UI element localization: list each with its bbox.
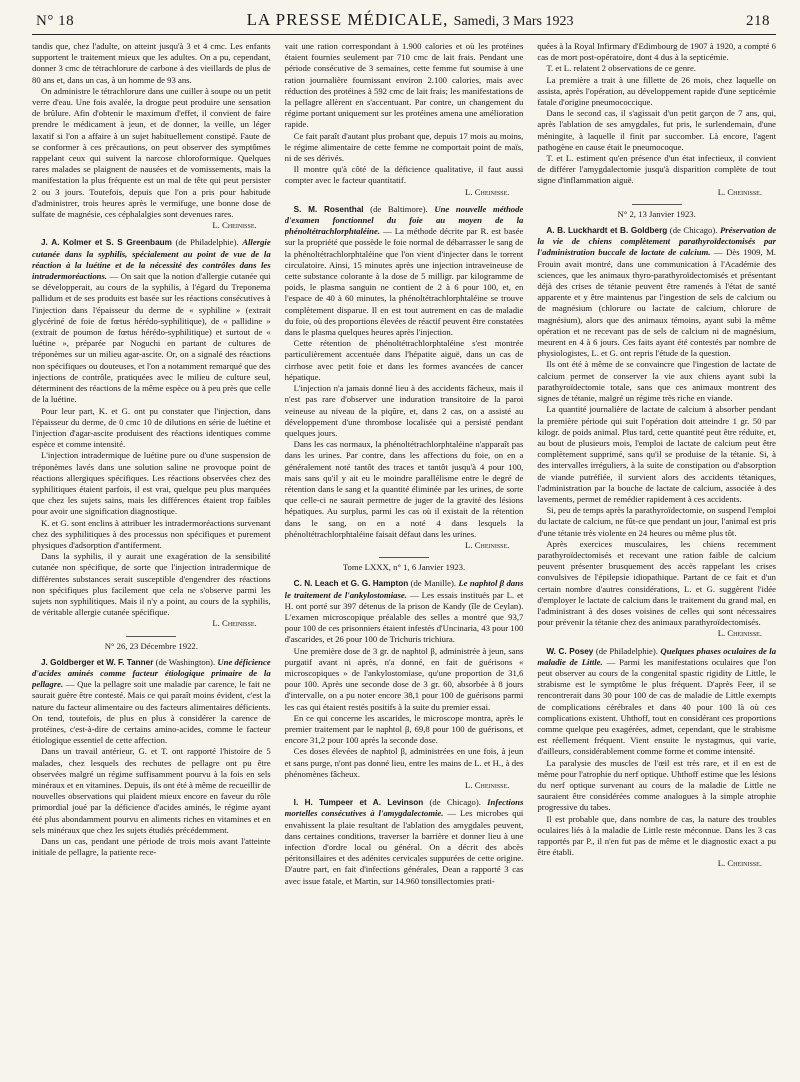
review-posey	[537, 646, 776, 758]
paragraph: La paralysie des muscles de l'œil est très rare, et il en est de même pour l'atrophie du nerf optique. Uhthoff estime que les lésions du nerf optique survenant au cours de la maladie de Little ne sauraient être considérées comme analogues à la simple atrophie progressive du tabes.	[537, 757, 776, 813]
review-authors: J. Goldberger et W. F. Tanner	[41, 657, 154, 667]
paragraph: L'injection intradermique de luétine pure ou d'une suspension de tréponèmes lavés dans une solution saline ne provoque point de réactions allergiques spécifiques. Les réactions observées chez des syphilitiques étaient parfois, il est vrai, quelque peu plus marquées que chez les sujets sains, mais les différences étaient trop faibles pour avoir une signification diagnostique.	[32, 450, 271, 517]
review-place: (de Philadelphie).	[595, 645, 658, 656]
review-place: (de Manille).	[410, 578, 457, 589]
issue-number: N° 18	[36, 13, 75, 29]
paragraph: Ce fait paraît d'autant plus probant que, depuis 17 mois au moins, le régime alimentaire de cette femme ne comportait point de maïs, ni de ses dérivés.	[284, 130, 524, 164]
paragraph: Ils ont été à même de se convaincre que l'ingestion de lactate de calcium permet de conserver la vie aux chiens ayant subi la parathyroïdectomie totale, sans que ces animaux montrent des signes de tétanie, malgré un régime très riche en viande.	[537, 359, 776, 404]
signature: L. Cheinisse.	[465, 539, 510, 550]
page-header	[32, 10, 776, 30]
review-place: (de Washington).	[155, 656, 216, 667]
paragraph: Il est probable que, dans nombre de cas, la nature des troubles oculaires liés à la maladie de Little reste méconnue. Dans les 3 cas rapportés par P., il n'en fut pas de même et le diagnostic exact a pu être établi.	[537, 813, 776, 858]
review-text: — Parmi les manifestations oculaires que l'on peut observer au cours de la congenital spastic rigidity de Little, le strabisme est le symptôme le plus fréquent. D'après Feer, il se rencontrerait dans 30 pour 100 de cas de maladie de Little exempts de complications cérébrales et dans 40 pour 100 là où ces complications existent. Uhthoff, tout en considérant ces proportions comme quelque peu exagérées, admet, cependant, que le strabisme est réellement fréquent. Vient ensuite le nystagmus, qui varie, d'ailleurs, considérablement comme forme et comme intensité.	[537, 656, 776, 757]
paragraph: En ce qui concerne les ascarides, le microscope montra, après le premier traitement par le naphtol β, 69,8 pour 100 de guérisons, et encore 31,2 pour 100 après la seconde dose.	[284, 712, 524, 746]
review-authors: J. A. Kolmer et S. S Greenbaum	[41, 238, 172, 248]
paragraph: Dans la syphilis, il y aurait une exagération de la sensibilité cutanée non spécifique, de sorte que l'injection intradermique de différentes substances serait susceptible d'engendrer des réactions non spécifiques plus facilement que cela ne s'observe parmi les sujets non syphilitiques. Mais il n'y a point, au cours de la syphilis, de véritable allergie cutanée spécifique.	[32, 551, 271, 618]
issue-date: Samedi, 3 Mars 1923	[453, 14, 574, 29]
review-text: — Les essais institués par L. et H. ont porté sur 397 détenus de la prison de Kandy (île de Ceylan). L'examen microscopique préalable des selles a montré que 93,7 pour 100 de ces prisonniers étaient infestés d'Uncinaria, 43 pour 100 d'ascarides, et 26 pour 100 de Trichuris trichiura.	[284, 589, 524, 645]
paragraph: Cette rétention de phénoltétrachlorphtaléine s'est montrée particulièrement accentuée dans l'hépatite aiguë, dans un cas de cirrhose avec petit foie et dans les formes avancées de cancer hépatique.	[284, 338, 524, 382]
review-text: — La méthode décrite par R. est basée sur la propriété que possède le foie normal de débarrasser le sang de la phénoltétrachlorphtaléine que l'on vient d'injecter dans le torrent circulatoire. Ainsi, 15 minutes après une injection intraveineuse de cette substance colorante à la dose de 5 milligr. par kilogramme de poids, le plasma sanguin ne contient de 2 à 6 pour 100, et, en l'espace de 40 à 60 minutes, la phénoltétrachlorphtaléine se trouve complètement disparue. Il en est tout autrement en cas de maladie du foie, où des proportions élevées de réactif peuvent être constatées dans le plasma quelques heures après l'injection.	[284, 226, 524, 338]
journal-title-line	[247, 10, 574, 30]
paragraph: On administre le tétrachlorure dans une cuiller à soupe ou un petit verre d'eau. Une fois avalée, la drogue peut produire une sensation de brûlure. Afin d'obtenir le maximum d'effet, il convient de faire prendre le médicament à jeun, et de donner, la veille, un léger laxatif si l'on a affaire à un sujet habituellement constipé. Faute de se conformer à ces précautions, on peut observer des symptômes rappelant ceux qui suivent la narcose chloroformique. Quelques rares malades se plaignent de nausées et de vomissements, mais la manifestation la plus fréquente est un mal de tête qui peut persister 2 ou 3 jours. Toutefois, depuis que l'on a pris pour habitude d'administrer, trois heures après le vermifuge, une bonne dose de sulfate de magnésie, ces céphalalgies sont devenues rares.	[32, 85, 271, 220]
paragraph: Dans un cas, pendant une période de trois mois avant l'atteinte initiale de pellagre, la patiente rece-	[32, 836, 271, 858]
section-heading: N° 26, 23 Décembre 1922.	[32, 636, 271, 652]
paragraph: Dans le second cas, il s'agissait d'un petit garçon de 7 ans, qui, après l'ablation de ses amygdales, fut pris, le surlendemain, d'une méningite, à laquelle il finit par succomber. Là encore, l'agent pathogène en cause était le pneumocoque.	[537, 108, 776, 152]
column-1	[32, 41, 271, 1071]
review-goldberger	[32, 657, 271, 747]
review-authors: A. B. Luckhardt et B. Goldberg	[546, 226, 668, 236]
review-tumpeer	[285, 797, 524, 887]
paragraph: K. et G. sont enclins à attribuer les intradermoréactions survenant chez des syphilitiques à des processus non spécifiques et purement physiques d'adsorption d'antiferment.	[32, 517, 271, 550]
paragraph: T. et L. relatent 2 observations de ce genre.	[546, 63, 696, 74]
review-title: Infections mortelles consécutives à l'amygdalectomie.	[284, 797, 524, 819]
paragraph: T. et L. estiment qu'en présence d'un état infectieux, il convient de différer l'amygdalectomie jusqu'à disparition complète de tout signe d'inflammation aiguë.	[537, 153, 776, 186]
review-authors: C. N. Leach et G. G. Hampton	[293, 579, 409, 589]
paragraph: Une première dose de 3 gr. de naphtol β, administrée à jeun, sans purgatif avant ni après, n'a donné, en fait de guérisons « microscopiques » de l'ankylostomiase, qu'une proportion de 31,6 pour 100. Après une seconde dose de 3 gr. 60, absorbée à 8 jours d'intervalle, on a pu noter encore 38,1 pour 100 de guérisons parmi les cas qui étaient restés positifs à la suite du premier essai.	[284, 645, 524, 712]
review-title: Préservation de la vie de chiens complètement parathyroïdectomisés par l'administration buccale de lactate de calcium.	[537, 225, 776, 258]
paragraph: Si, peu de temps après la parathyroïdectomie, on suspend l'emploi du lactate de calcium, ne fût-ce que pendant un jour, l'animal est pris d'une tétanie très violente en 24 heures ou même plus tôt.	[537, 505, 776, 538]
review-title: Quelques phases oculaires de la maladie de Little.	[537, 645, 776, 667]
signature: L. Cheinisse.	[465, 780, 510, 790]
signature: L. Cheinisse.	[465, 186, 510, 197]
paragraph: tandis que, chez l'adulte, on atteint jusqu'à 3 et 4 cmc. Les enfants supportent le traitement mieux que les adultes. On a pu, cependant, donner 3 cmc de tétrachlorure de carbone à des vieillards de plus de 80 ans et, dans un cas, à un homme de 93 ans.	[32, 41, 271, 85]
review-luckhardt	[537, 225, 776, 359]
page-number: 218	[745, 13, 770, 29]
review-authors: I. H. Tumpeer et A. Levinson	[293, 798, 424, 808]
review-text: — Que la pellagre soit une maladie par carence, le fait ne saurait guère être contesté. Mais ce qui paraît moins évident, c'est la nature du facteur alimentaire ou des facteurs alimentaires déficients. On tend, toutefois, de plus en plus à considérer la carence de protéines, c'est-à-dire de certains amino-acides, comme le facteur étiologique essentiel de cette affection.	[32, 679, 271, 746]
column-3	[537, 41, 776, 1071]
review-authors: W. C. Posey	[546, 646, 594, 656]
signature: L. Cheinisse.	[212, 618, 257, 629]
header-rule	[32, 34, 776, 35]
paragraph: La première a trait à une fillette de 26 mois, chez laquelle on assista, après l'opération, au développement rapide d'une septicémie fatale d'origine pneumococcique.	[537, 74, 776, 108]
paragraph: vait une ration correspondant à 1.900 calories et où les protéines étaient fournies seulement par 710 cmc de lait frais. Pendant une période consécutive de 3 semaines, cette femme fut soumise à une ration journalière fournissant environ 2.100 calories, mais avec réduction des protéines à 592 cmc de lait frais; les manifestations de la pellagre allèrent en s'accentuant. Par contre, un changement du régime portant uniquement sur les protéines amena une amélioration rapide.	[284, 41, 524, 130]
review-place: (de Chicago).	[429, 797, 481, 808]
signature: L. Cheinisse.	[717, 858, 763, 869]
review-text: — Les microbes qui envahissent la plaie resultant de l'ablation des amygdales peuvent, dans certaines conditions, traverser la barrière et donner lieu à une infection d'ordre local ou général. On a décrit des abcès péritonsillaires et des adénites cervicales suppurées de cette origine. D'autre part, en fait d'infections générales, Dean a rapporté 3 cas avec issue fatale, et Martin, sur 14.960 tonsillectomies prati-	[284, 808, 524, 886]
section-heading: Tome LXXX, n° 1, 6 Janvier 1923.	[285, 557, 524, 573]
paragraph: quées à la Royal Infirmary d'Edimbourg de 1907 à 1920, a compté 6 cas de mort post-opératoire, dont 4 dus à la septicémie.	[537, 41, 776, 63]
paragraph: Dans un travail antérieur, G. et T. ont rapporté l'histoire de 5 malades, chez lesquels des rechutes de pellagre ont pu être observées malgré un régime suffisamment pourvu à la fois en sels minéraux et en vitamines. Depuis, ils ont été à même de recueillir de nouvelles observations qui plaident mieux encore en faveur du rôle primordial joué par la déficience d'acides aminés, le régime ayant été plus abondamment pourvu en aliments riches en vitamines et en sels minéraux que chez les sujets étudiés précédemment.	[32, 746, 271, 835]
review-title: Une déficience d'acides aminés comme facteur étiologique primaire de la pellagre.	[32, 656, 271, 690]
review-title: Allergie cutanée dans la syphilis, spécialement au point de vue de la réaction à la luétine et de la nécessité des contrôles dans les intradermoréactions.	[32, 237, 271, 282]
review-place: (de Chicago).	[669, 225, 718, 236]
paragraph: Il montre qu'à côté de la déficience qualitative, il faut aussi compter avec le facteur quantitatif.	[284, 164, 524, 186]
review-title: Le naphtol β dans le traitement de l'ankylostomiase.	[284, 578, 524, 600]
paragraph: Pour leur part, K. et G. ont pu constater que l'injection, dans l'épaisseur du derme, de 0 cmc 10 de dilutions en série de luétine et l'injection d'agar-ascite produisent des réactions identiques comme espèce et comme intensité.	[32, 405, 271, 450]
review-title: Une nouvelle méthode d'examen fonctionnel du foie au moyen de la phénoltétrachlorphtaléine.	[284, 203, 524, 237]
review-authors: S. M. Rosenthal	[293, 204, 364, 214]
signature: L. Cheinisse.	[717, 186, 763, 197]
review-rosenthal	[285, 204, 524, 338]
review-text: — Dès 1909, M. Frouin avait montré, dans une communication à l'Académie des sciences, que les animaux thyro-parathyroïdectomisés et présentant déjà des crises de tétanie peuvent être ramenés à l'état de santé apparente et y être maintenus par l'ingestion de sels de calcium ou de magnésium (chlorure ou lactate de calcium, chlorure de magnésium), alors que des animaux témoins, ayant subi la même opération et ne recevant pas de sels de calcium ni de magnésium, meurent en 4 à 6 jours. Ces faits ayant été contestés par nombre de physiologistes, L. et G. ont repris l'étude de la question.	[537, 247, 776, 359]
section-heading: N° 2, 13 Janvier 1923.	[537, 204, 776, 220]
paragraph: L'injection n'a jamais donné lieu à des accidents fâcheux, mais il n'est pas rare d'observer une induration transitoire de la paroi veineuse au niveau de la piqûre, et, dans 2 cas, on a assisté au développement d'une thrombose localisée qui a persisté pendant quelques jours.	[284, 383, 524, 438]
review-leach	[285, 578, 524, 645]
review-kolmer	[32, 237, 271, 405]
paragraph: La quantité journalière de lactate de calcium à absorber pendant la première période qui suit l'opération doit atteindre 1 gr. 50 par kilogr. de poids animal. Plus tard, cette quantité peut être réduite, et, au bout de plusieurs mois, l'emploi de lactate de calcium peut être complètement supprimé, sans qu'il se produise de la tétanie. Si, à des intervalles irréguliers, à la suite de constipation ou d'absorption de viande putréfiée, il survient alors des accidents tétaniques, l'administration par la bouche de lactate de calcium, associée à des lavements, permet de remédier rapidement à ces accidents.	[537, 404, 776, 504]
review-text: — On sait que la notion d'allergie cutanée qui se développerait, au cours de la syphilis, à l'égard du Treponema pallidum et de ses produits est basée sur les réactions consécutives à l'injection dans l'épaisseur du derme de « syphiline » (extrait glycériné de foie de fœtus hérédo-syphilitique), de « pallidine » (extrait de poumon de fœtus hérédo-syphilitique) et surtout de « luétine », préparée par Noguchi en partant de cultures de tréponèmes sur un milieu agar-ascite. Or, on a signalé des réactions non spécifiques ou douteuses, et l'on a notamment remarqué que des injections de contrôle, pratiquées avec le milieu de culture seul, déterminent des réactions de la même espèce ou à peu près que celle de la luétine.	[32, 271, 271, 405]
paragraph: Ces doses élevées de naphtol β, administrées en une fois, à jeun et sans purge, n'ont pas donné lieu, entre les mains de L. et H., à des phénomènes fâcheux.	[284, 746, 524, 779]
review-place: (de Baltimore).	[370, 203, 428, 214]
review-place: (de Philadelphie).	[175, 237, 239, 248]
text-columns	[32, 41, 776, 1071]
signature: L. Cheinisse.	[717, 628, 763, 639]
column-2	[285, 41, 524, 1071]
paragraph: Dans les cas normaux, la phénoltétrachlorphtaléine n'apparaît pas dans les urines. Par contre, dans les affections du foie, on en a généralement noté tantôt des traces et tantôt jusqu'à 4 pour 100, mais sans qu'il y ait eu le moindre parallélisme entre le degré de rétention dans le sang et la quantité éliminée par les urines, de sorte que celle-ci ne saurait permettre de juger de la gravité des lésions hépatiques. Au surplus, parmi les cas où il existait de la rétention dans le sang, on en a noté 4 dans lesquels la phénoltétrachlorphtaléine faisait défaut dans les urines.	[284, 439, 524, 539]
signature: L. Cheinisse.	[212, 220, 257, 231]
journal-name: LA PRESSE MÉDICALE,	[246, 10, 449, 29]
paragraph: Après exercices musculaires, les chiens recemment parathyroïdectomisés et recevant une ration faible de calcium peuvent présenter brusquement des accès rappelant les crises convulsives de l'épilepsie idiopathique. Partant de ce fait et d'un certain nombre d'autres considérations, L. et G. suggèrent l'idée d'employer le lactate de calcium dans le traitement du grand mal, en l'administrant à des doses voisines de celles qui sont nécessaires pour prévenir la tétanie chez des animaux parathyroïdectomisés.	[537, 538, 776, 628]
